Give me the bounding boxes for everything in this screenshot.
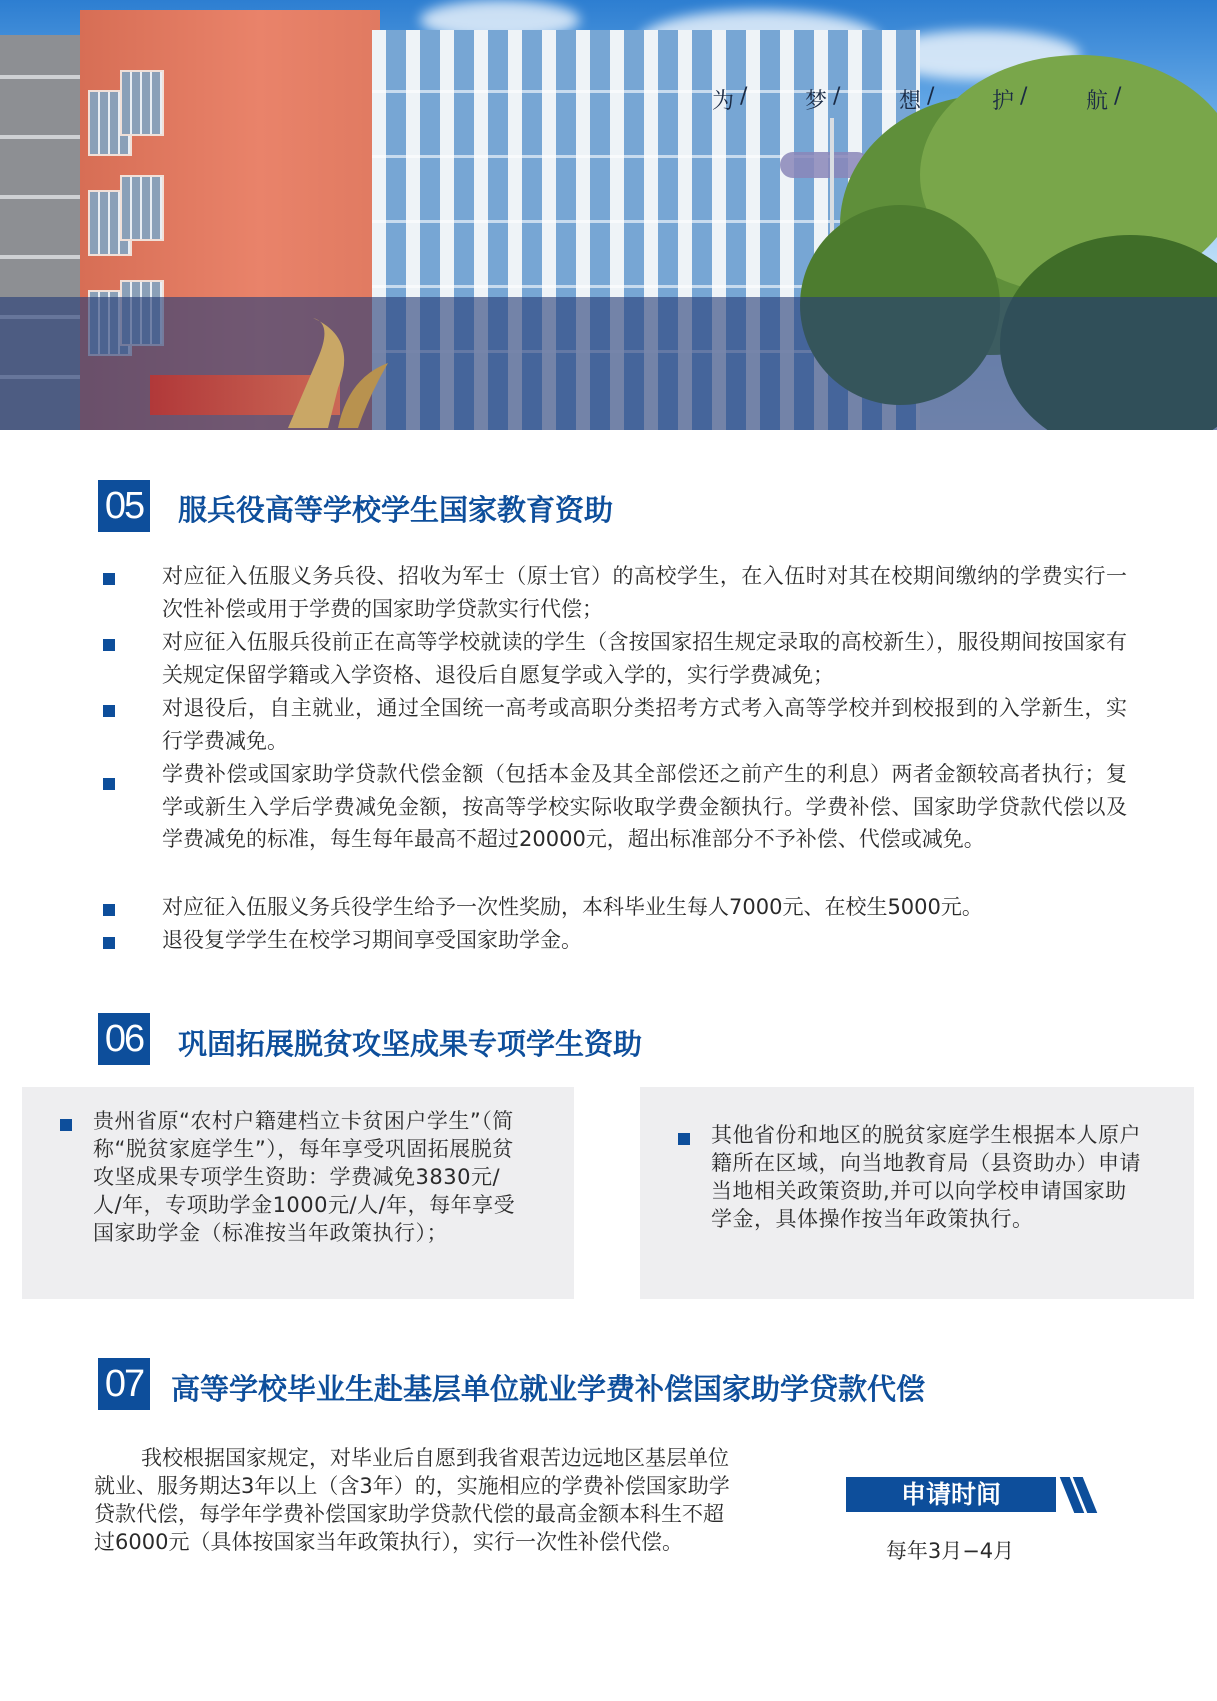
apply-label: 申请时间 [900,1480,1001,1509]
section-title: 巩固拓展脱贫攻坚成果专项学生资助 [178,1027,643,1061]
info-box-right [640,1087,1194,1299]
bullet-icon [103,705,115,717]
section-number: 05 [98,480,150,532]
slogan-separator: / [1020,84,1028,109]
list-item-text: 对应征入伍服兵役前正在高等学校就读的学生（含按国家招生规定录取的高校新生），服役期间按国家有关规定保留学籍或入学资格、退役后自愿复学或入学的，实行学费减免； [162,630,1127,687]
paragraph: 我校根据国家规定，对毕业后自愿到我省艰苦边远地区基层单位就业、服务期达3年以上（含3年）的，实施相应的学费补偿国家助学贷款代偿，每学年学费补偿国家助学贷款代偿的最高金额本科生不超过6000元（具体按国家当年政策执行），实行一次性补偿代偿。 [94,1446,730,1554]
info-box-left [22,1087,574,1299]
apply-time: 每年3月−4月 [885,1539,1015,1563]
slogan-separator: / [927,84,935,109]
list-item-text: 学费补偿或国家助学贷款代偿金额（包括本金及其全部偿还之前产生的利息）两者金额较高者执行；复学或新生入学后学费减免金额，按高等学校实际收取学费金额执行。学费补偿、国家助学贷款代偿以及学费减免的标准，每生每年最高不超过20000元，超出标准部分不予补偿、代偿或减免。 [162,762,1127,851]
bullet-icon [103,573,115,585]
section-number: 06 [98,1013,150,1065]
list-item-text: 对应征入伍服义务兵役、招收为军士（原士官）的高校学生，在入伍时对其在校期间缴纳的学费实行一次性补偿或用于学费的国家助学贷款实行代偿； [162,564,1127,621]
list-item-text: 退役复学学生在校学习期间享受国家助学金。 [162,928,582,952]
info-box-text: 其他省份和地区的脱贫家庭学生根据本人原户籍所在区域，向当地教育局（县资助办）申请当地相关政策资助,并可以向学校申请国家助学金，具体操作按当年政策执行。 [711,1123,1141,1231]
slogan-char: 想 [899,89,922,114]
section-title: 高等学校毕业生赴基层单位就业学费补偿国家助学贷款代偿 [171,1372,926,1406]
slogan-char: 为 [712,89,735,114]
slogan-char: 护 [992,89,1015,114]
list-item-text: 对应征入伍服义务兵役学生给予一次性奖励，本科毕业生每人7000元、在校生5000元。 [162,895,983,919]
slogan-char: 梦 [805,89,828,114]
list-item-text: 对退役后，自主就业，通过全国统一高考或高职分类招考方式考入高等学校并到校报到的入学新生，实行学费减免。 [162,696,1127,753]
bullet-icon [103,904,115,916]
section-title: 服兵役高等学校学生国家教育资助 [178,493,614,527]
bullet-icon [678,1133,690,1145]
bullet-icon [103,778,115,790]
slogan-char: 航 [1086,89,1109,114]
slogan-separator: / [833,84,841,109]
bullet-icon [103,937,115,949]
bullet-icon [60,1119,72,1131]
header-photo [0,0,1217,430]
slogan-separator: / [1114,84,1122,109]
info-box-text: 贵州省原“农村户籍建档立卡贫困户学生”（简称“脱贫家庭学生”），每年享受巩固拓展脱贫攻坚成果专项学生资助：学费减免3830元/人/年，专项助学金1000元/人/年，每年享受国家助学金（标准按当年政策执行）； [93,1109,516,1245]
bullet-icon [103,639,115,651]
sculpture-icon [278,318,398,430]
section-number: 07 [98,1358,150,1410]
slogan-separator: / [740,84,748,109]
